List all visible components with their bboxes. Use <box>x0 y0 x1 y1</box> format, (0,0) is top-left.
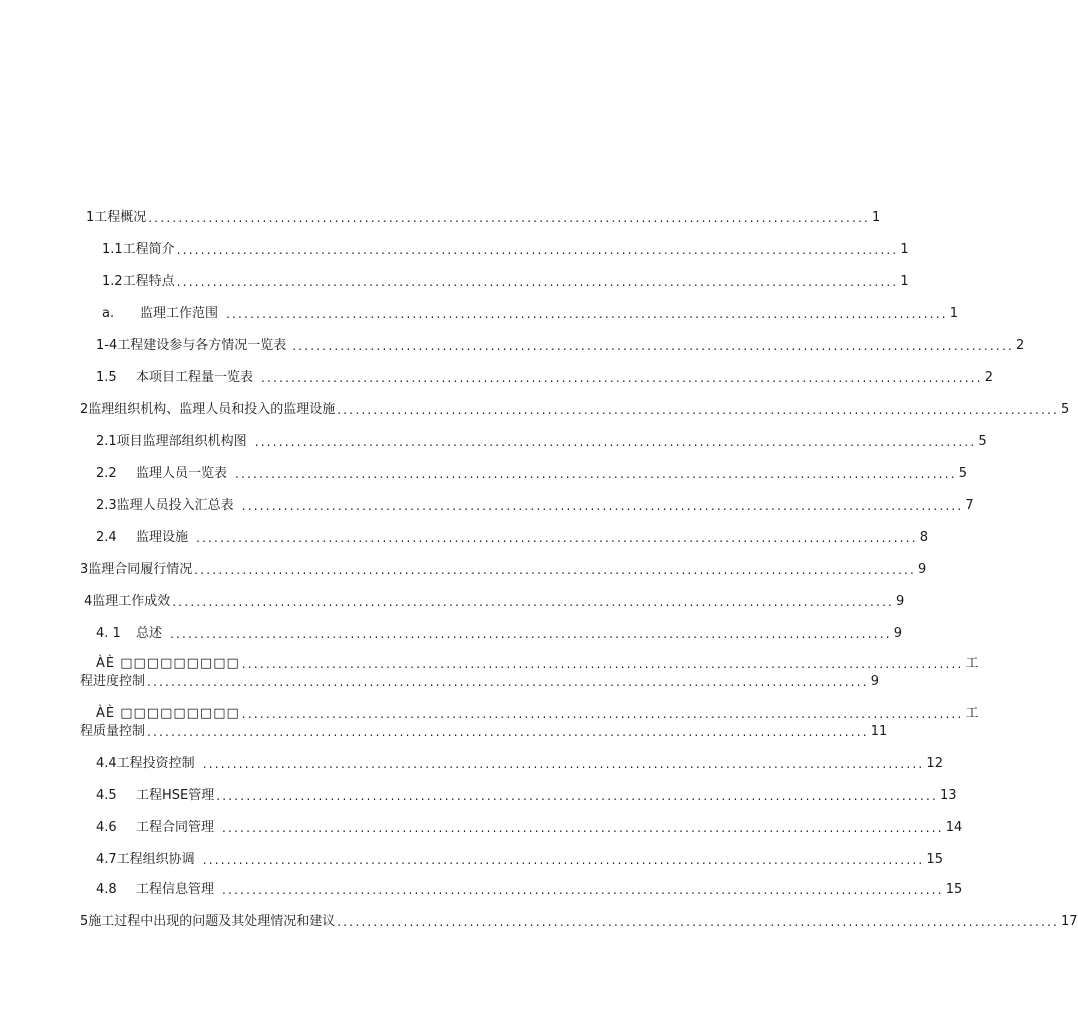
toc-entry-number: 2.2 <box>96 466 117 481</box>
toc-entry-number: 4.6 <box>96 820 117 835</box>
toc-entry-page: 8 <box>919 530 929 545</box>
toc-entry-page: 工 <box>965 706 979 721</box>
toc-entry[interactable] <box>96 878 963 898</box>
toc-entry-number: 2.4 <box>96 530 117 545</box>
toc-leader-dots: ........................................................................................................................ <box>241 499 964 513</box>
toc-leader-dots: ........................................................................................................................ <box>261 371 983 385</box>
toc-entry-label: 1-4工程建设参与各方情况一览表 <box>96 338 287 353</box>
toc-entry-page: 14 <box>945 820 963 835</box>
toc-entry[interactable] <box>96 702 979 722</box>
toc-leader-dots: ........................................................................................................................ <box>222 883 944 897</box>
toc-entry[interactable] <box>96 526 929 546</box>
toc-entry-label: 2.1项目监理部组织机构图 <box>96 434 247 449</box>
toc-entry-page: 9 <box>893 626 903 641</box>
toc-entry-number: a. <box>102 306 115 321</box>
toc-leader-dots: ........................................................................................................................ <box>337 403 1060 417</box>
toc-leader-dots: ........................................................................................................................ <box>147 675 869 689</box>
toc-leader-dots: ........................................................................................................................ <box>254 435 977 449</box>
toc-entry-label: 4监理工作成效 <box>84 594 171 609</box>
toc-entry[interactable] <box>80 398 1070 418</box>
toc-entry-number: 4.8 <box>96 882 117 897</box>
toc-entry-page: 15 <box>926 852 943 867</box>
toc-entry[interactable] <box>80 720 888 740</box>
toc-leader-dots: ........................................................................................................................ <box>337 915 1060 929</box>
toc-entry-page: 5 <box>958 466 968 481</box>
toc-leader-dots: ........................................................................................................................ <box>235 467 957 481</box>
toc-leader-dots: ........................................................................................................................ <box>216 789 938 803</box>
toc-entry-number: 4. 1 <box>96 626 121 641</box>
toc-entry-page: 9 <box>870 674 880 689</box>
toc-entry[interactable] <box>80 670 880 690</box>
toc-leader-dots: ........................................................................................................................ <box>241 707 964 721</box>
toc-entry[interactable] <box>96 784 957 804</box>
toc-entry-label: 3监理合同履行情况 <box>80 562 193 577</box>
toc-leader-dots: ........................................................................................................................ <box>147 725 869 739</box>
toc-entry-page: 5 <box>1061 402 1070 417</box>
toc-entry[interactable] <box>80 558 927 578</box>
toc-entry-label: 1工程概况 <box>86 210 147 225</box>
toc-leader-dots: ........................................................................................................................ <box>202 757 925 771</box>
toc-entry-page: 1 <box>900 242 909 257</box>
toc-entry-label: 监理工作范围 <box>140 306 219 321</box>
toc-leader-dots: ........................................................................................................................ <box>194 563 917 577</box>
toc-entry-page: 工 <box>965 656 979 671</box>
toc-entry-page: 2 <box>984 370 994 385</box>
toc-entry-number: 1.5 <box>96 370 117 385</box>
toc-leader-dots: ........................................................................................................................ <box>176 275 899 289</box>
toc-entry-page: 1 <box>872 210 881 225</box>
toc-entry-label: 工程合同管理 <box>136 820 215 835</box>
toc-entry[interactable] <box>102 302 959 322</box>
toc-entry[interactable] <box>86 206 881 226</box>
toc-entry-label: 程进度控制 <box>80 674 146 689</box>
toc-leader-dots: ........................................................................................................................ <box>226 307 948 321</box>
toc-entry[interactable] <box>96 848 943 868</box>
toc-leader-dots: ........................................................................................................................ <box>170 627 892 641</box>
toc-entry-label: 总述 <box>136 626 163 641</box>
toc-entry-page: 12 <box>926 756 943 771</box>
toc-entry-page: 11 <box>870 724 888 739</box>
toc-entry[interactable] <box>96 366 994 386</box>
toc-entry-label: 程质量控制 <box>80 724 146 739</box>
toc-entry-page: 1 <box>949 306 959 321</box>
toc-entry-label: 2监理组织机构、监理人员和投入的监理设施 <box>80 402 336 417</box>
toc-entry[interactable] <box>96 334 1025 354</box>
toc-leader-dots: ........................................................................................................................ <box>202 853 925 867</box>
toc-entry[interactable] <box>96 652 979 672</box>
toc-entry-page: 17 <box>1061 914 1078 929</box>
toc-entry-label: 工程HSE管理 <box>136 788 215 803</box>
toc-entry[interactable] <box>96 752 943 772</box>
toc-entry-page: 7 <box>965 498 974 513</box>
toc-entry-label: 监理设施 <box>136 530 189 545</box>
toc-entry-label: 本项目工程量一览表 <box>136 370 254 385</box>
toc-entry[interactable] <box>84 590 905 610</box>
toc-entry-label: 1.1工程简介 <box>102 242 175 257</box>
toc-leader-dots: ........................................................................................................................ <box>172 595 895 609</box>
toc-entry[interactable] <box>96 430 987 450</box>
toc-entry-label: 4.4工程投资控制 <box>96 756 195 771</box>
toc-leader-dots: ........................................................................................................................ <box>241 657 964 671</box>
toc-entry-page: 15 <box>945 882 963 897</box>
toc-entry-number: 4.5 <box>96 788 117 803</box>
toc-leader-dots: ........................................................................................................................ <box>196 531 918 545</box>
toc-entry[interactable] <box>96 494 974 514</box>
toc-entry-label: 工程信息管理 <box>136 882 215 897</box>
toc-entry[interactable] <box>96 462 968 482</box>
toc-entry[interactable] <box>102 238 909 258</box>
toc-entry-page: 1 <box>900 274 909 289</box>
toc-entry-page: 9 <box>896 594 905 609</box>
toc-entry-page: 2 <box>1015 338 1025 353</box>
toc-leader-dots: ........................................................................................................................ <box>176 243 899 257</box>
toc-entry-page: 9 <box>918 562 927 577</box>
toc-leader-dots: ........................................................................................................................ <box>222 821 944 835</box>
toc-entry-label: 5施工过程中出现的问题及其处理情况和建议 <box>80 914 336 929</box>
toc-leader-dots: ........................................................................................................................ <box>292 339 1014 353</box>
toc-entry[interactable] <box>96 622 903 642</box>
toc-entry-label: 2.3监理人员投入汇总表 <box>96 498 234 513</box>
toc-entry-label: ÀÈ □□□□□□□□□ <box>96 656 240 671</box>
toc-leader-dots: ........................................................................................................................ <box>148 211 871 225</box>
toc-entry-page: 13 <box>939 788 957 803</box>
toc-entry-page: 5 <box>978 434 987 449</box>
toc-entry[interactable] <box>96 816 963 836</box>
toc-entry-label: ÀÈ □□□□□□□□□ <box>96 706 240 721</box>
toc-entry-label: 1.2工程特点 <box>102 274 175 289</box>
toc-entry[interactable] <box>102 270 909 290</box>
toc-entry-label: 4.7工程组织协调 <box>96 852 195 867</box>
toc-entry[interactable] <box>80 910 1078 930</box>
toc-entry-label: 监理人员一览表 <box>136 466 228 481</box>
